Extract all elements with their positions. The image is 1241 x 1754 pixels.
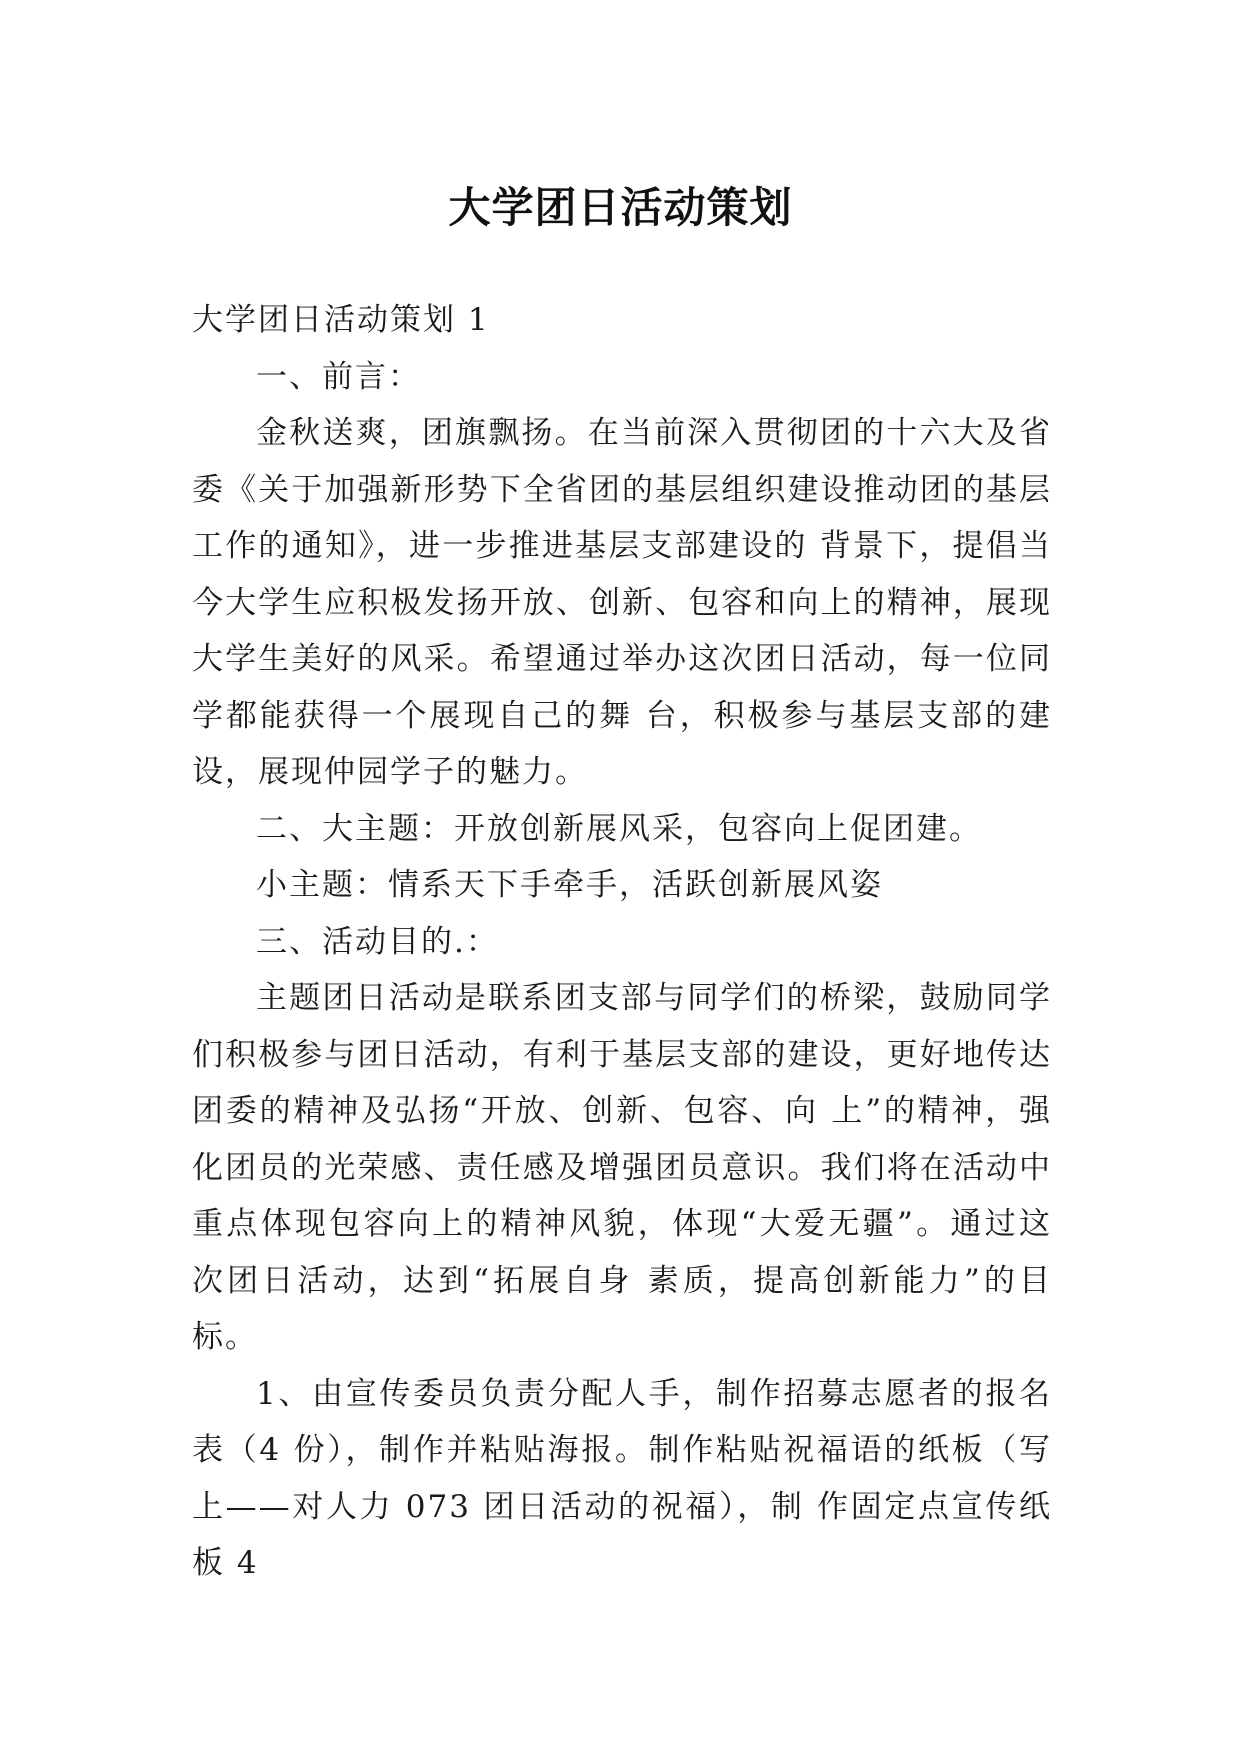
- paragraph-preface: 金秋送爽，团旗飘扬。在当前深入贯彻团的十六大及省委《关于加强新形势下全省团的基层组织建设推动团的基层工作的通知》，进一步推进基层支部建设的 背景下，提倡当今大学生应积极发扬开放、创新、包容和向上的精神，展现大学生美好的风采。希望通过举办这次团日活动，每一位同学都能获得一个展现自己的舞 台，积极参与基层支部的建设，展现仲园学子的魅力。: [192, 415, 1052, 790]
- paragraph-preface-heading: 一、前言：: [256, 358, 421, 395]
- section-heading-1: 大学团日活动策划 1: [192, 302, 490, 338]
- document-body: [192, 292, 1052, 1592]
- paragraph-purpose: 主题团日活动是联系团支部与同学们的桥梁，鼓励同学们积极参与团日活动，有利于基层支部的建设，更好地传达团委的精神及弘扬“开放、创新、包容、向 上”的精神，强化团员的光荣感、责任感及增强团员意识。我们将在活动中重点体现包容向上的精神风貌，体现“大爱无疆”。通过这次团日活动，达到“拓展自身 素质，提高创新能力”的目标。: [192, 980, 1052, 1355]
- document-title: 大学团日活动策划: [448, 183, 793, 233]
- paragraph-purpose-heading: 三、活动目的.：: [256, 923, 499, 960]
- paragraph-item-1: 1、由宣传委员负责分配人手，制作招募志愿者的报名表（4 份），制作并粘贴海报。制作粘贴祝福语的纸板（写上——对人力 073 团日活动的祝福），制 作固定点宣传纸板 4: [192, 1375, 1052, 1581]
- paragraph-main-theme: 二、大主题：开放创新展风采，包容向上促团建。: [256, 810, 982, 847]
- paragraph-sub-theme: 小主题：情系天下手牵手，活跃创新展风姿: [256, 867, 883, 903]
